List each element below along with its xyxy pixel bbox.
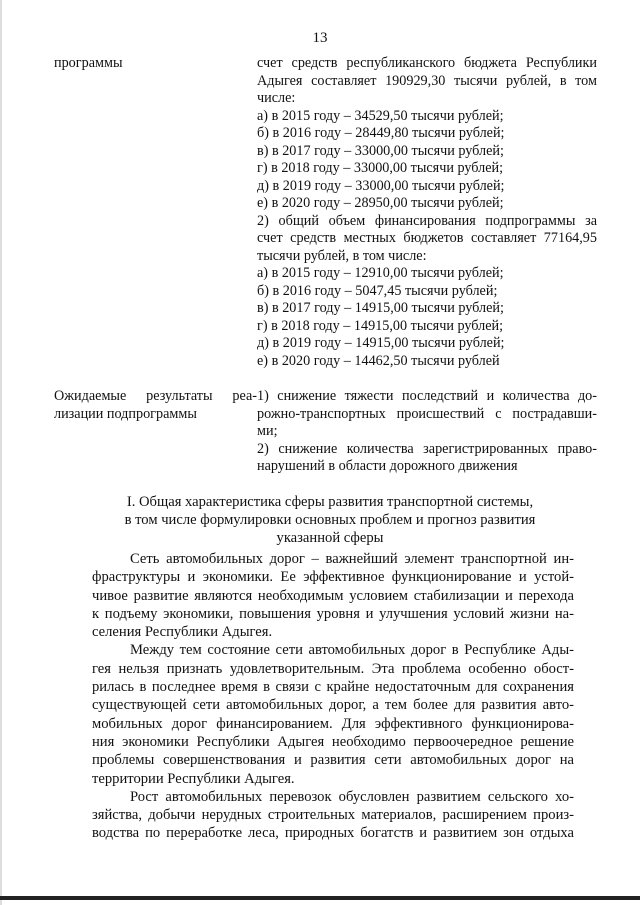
paragraph-line: Рост автомобильных перевозок обусловлен развитием сельского хо- [130, 788, 574, 805]
financing-line: д) в 2019 году – 33000,00 тысячи рублей; [257, 177, 505, 194]
results-line: нарушений в области дорожного движения [257, 458, 518, 474]
financing-label: программы [54, 55, 123, 71]
paragraph-line: территории Республики Адыгея. [92, 770, 295, 787]
paragraph-line: Между тем состояние сети автомобильных дорог в Республике Ады- [130, 642, 574, 659]
financing-line: а) в 2015 году – 12910,00 тысячи рублей; [257, 265, 504, 281]
financing-line: б) в 2016 году – 5047,45 тысячи рублей; [257, 282, 498, 299]
results-line: ми; [257, 423, 278, 439]
financing-line: г) в 2018 году – 14915,00 тысячи рублей; [257, 317, 504, 334]
paragraph-line: селения Республики Адыгея. [92, 624, 273, 641]
paragraph-line: фраструктуры и экономики. Ее эффективное функционирование и устой- [92, 569, 574, 586]
scan-edge [0, 0, 2, 905]
financing-line: числе: [257, 90, 296, 106]
heading-line: указанной сферы [276, 530, 384, 546]
results-label-line: лизации подпрограммы [54, 405, 197, 422]
heading-line: I. Общая характеристика сферы развития транспортной системы, [126, 494, 534, 510]
financing-line: г) в 2018 году – 33000,00 тысячи рублей; [257, 160, 504, 176]
paragraph-line: проблемы совершенствования и развития сети автомобильных дорог на [92, 752, 574, 769]
financing-line: б) в 2016 году – 28449,80 тысячи рублей; [257, 125, 505, 141]
financing-line: е) в 2020 году – 28950,00 тысячи рублей; [257, 195, 504, 211]
financing-line: счет средств местных бюджетов составляет 77164,95 [257, 230, 597, 246]
paragraph-line: чивое развитие являются необходимым условием стабилизации и перехода [92, 587, 574, 604]
paragraph-line: зяйства, добычи нерудных строительных материалов, расширением произ- [92, 807, 574, 824]
paragraph-line: мобильных дорог финансированием. Для эффективного функционирова- [92, 715, 574, 732]
results-value [257, 388, 597, 476]
financing-line: 2) общий объем финансирования подпрограммы за [257, 212, 597, 229]
scan-bottom-border [0, 896, 640, 900]
results-line: рожно-транспортных происшествий с пострадавши- [257, 405, 597, 422]
financing-line: тысячи рублей, в том числе: [257, 247, 427, 264]
financing-line: Адыгея составляет 190929,30 тысячи рублей, в том [257, 72, 597, 89]
paragraph-line: ния экономики Республики Адыгея необходимо первоочередное решение [92, 733, 574, 750]
paragraph-line: к подъему экономики, повышения уровня и улучшения условий жизни на- [92, 605, 574, 622]
financing-line: в) в 2017 году – 33000,00 тысячи рублей; [257, 142, 504, 159]
heading-line: в том числе формулировки основных проблем и прогноз развития [124, 512, 536, 528]
financing-line: а) в 2015 году – 34529,50 тысячи рублей; [257, 107, 504, 124]
paragraph-line: Сеть автомобильных дорог – важнейший элемент транспортной ин- [130, 551, 574, 567]
page-number: 13 [312, 30, 328, 46]
results-line: 1) снижение тяжести последствий и количества до- [257, 388, 597, 404]
results-row [54, 388, 604, 476]
paragraph-line: существующей сети автомобильных дорог, а тем более для развития авто- [92, 697, 574, 714]
financing-line: д) в 2019 году – 14915,00 тысячи рублей; [257, 335, 505, 351]
financing-value [257, 55, 597, 370]
body-text [92, 550, 574, 843]
section-heading [60, 493, 600, 547]
results-label-line: Ожидаемые результаты реа- [54, 388, 257, 404]
financing-row [54, 55, 604, 370]
paragraph-line: рилась в последнее время в связи с крайне недостаточным для сохранения [92, 679, 574, 696]
results-line: 2) снижение количества зарегистрированных право- [257, 440, 597, 457]
paragraph-line: водства по переработке леса, природных богатств и развитием зон отдыха [92, 825, 574, 842]
financing-line: счет средств республиканского бюджета Республики [257, 55, 597, 71]
paragraph-line: гея нельзя признать удовлетворительным. Эта проблема особенно обост- [92, 660, 574, 677]
financing-line: в) в 2017 году – 14915,00 тысячи рублей; [257, 300, 504, 316]
passport-table [54, 55, 604, 476]
financing-line: е) в 2020 году – 14462,50 тысячи рублей [257, 352, 500, 369]
results-label [54, 388, 257, 476]
